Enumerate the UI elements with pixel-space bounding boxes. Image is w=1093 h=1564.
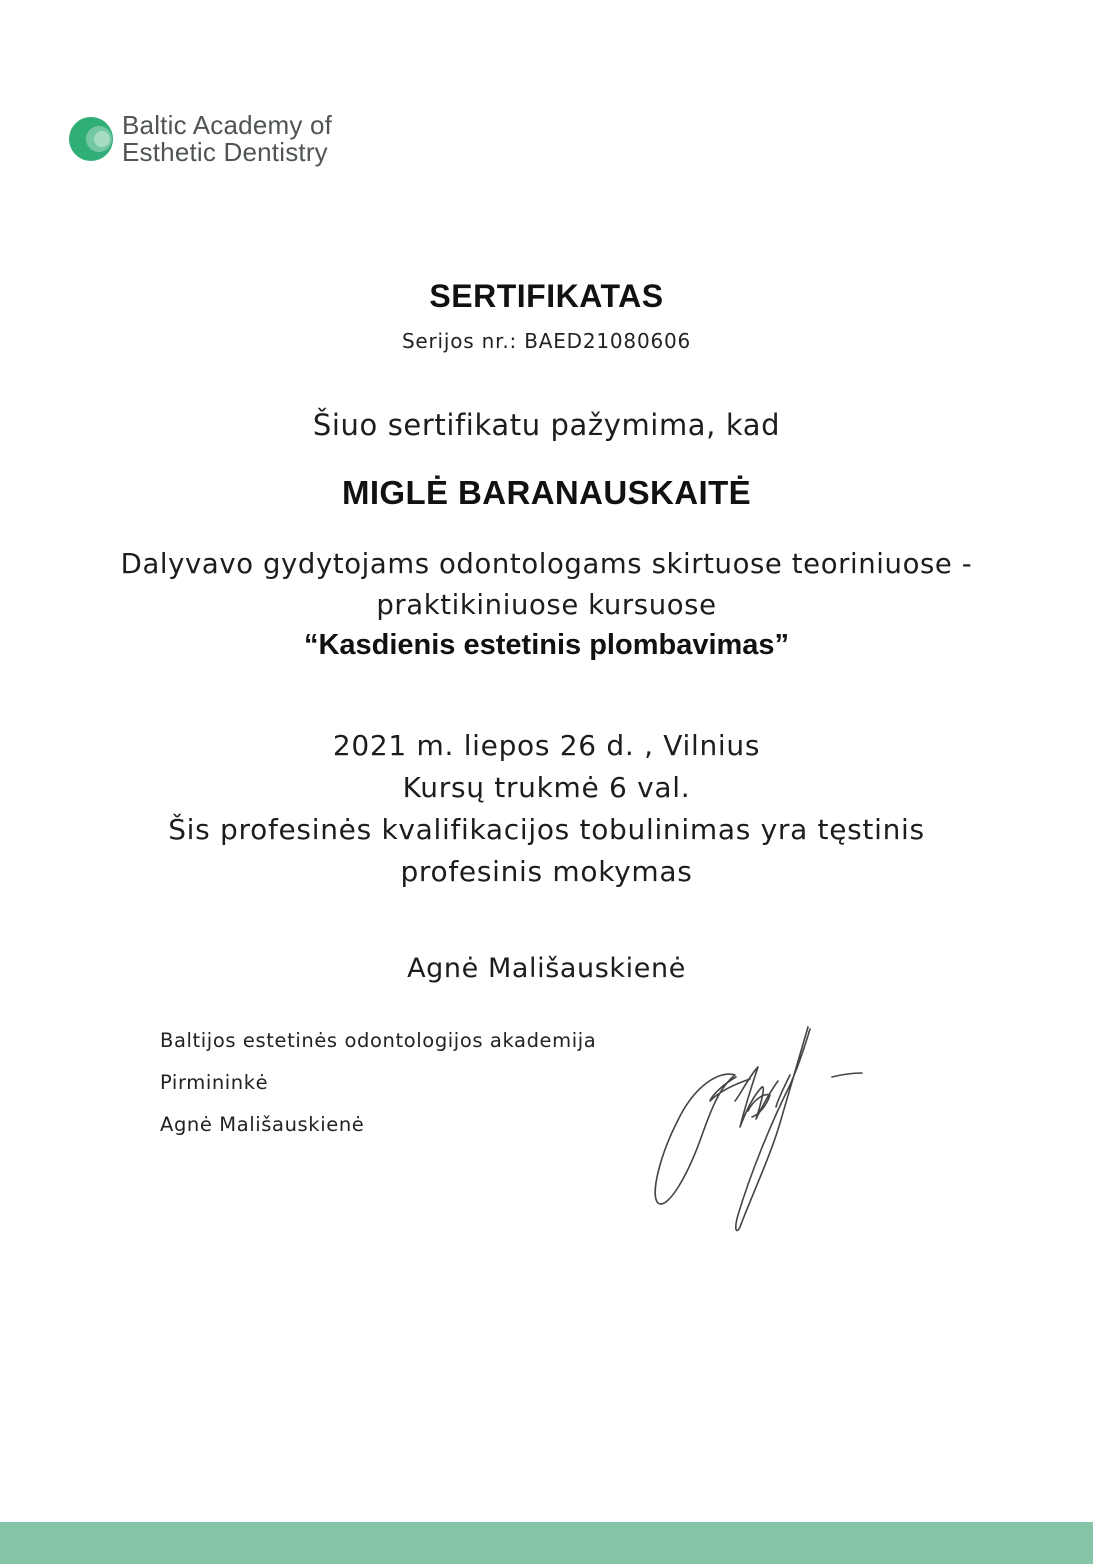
certificate-title: SERTIFIKATAS [429,278,664,314]
recipient-name: MIGLĖ BARANAUSKAITĖ [341,474,752,511]
certificate-intro: Šiuo sertifikatu pažymima, kad [312,408,781,442]
cpd-statement-line1: Šis profesinės kvalifikacijos tobulinimas yra tęstinis [168,813,925,846]
participation-text-line2: praktikiniuose kursuose [376,589,717,621]
course-duration: Kursų trukmė 6 val. [402,771,691,804]
signature-block [160,1028,596,1154]
cpd-statement-line2: profesinis mokymas [400,855,693,888]
signer-name: Agnė Mališauskienė [407,953,686,984]
signer-printed-name: Agnė Mališauskienė [160,1113,365,1136]
signer-position: Pirmininkė [160,1071,269,1094]
footer-bar [0,1522,1093,1564]
date-place: 2021 m. liepos 26 d. , Vilnius [332,729,761,762]
handwritten-signature [640,1015,880,1245]
academy-logo [68,112,332,166]
serial-number: Serijos nr.: BAED21080606 [401,329,692,353]
participation-text-line1: Dalyvavo gydytojams odontologams skirtuose teoriniuose - [120,548,973,580]
course-title: “Kasdienis estetinis plombavimas” [303,629,790,661]
signer-organization: Baltijos estetinės odontologijos akademija [160,1029,597,1052]
academy-name-line1: Baltic Academy of [122,110,333,140]
circle-logo-icon [68,115,116,163]
academy-name [122,112,332,166]
academy-name-line2: Esthetic Dentistry [122,137,328,167]
